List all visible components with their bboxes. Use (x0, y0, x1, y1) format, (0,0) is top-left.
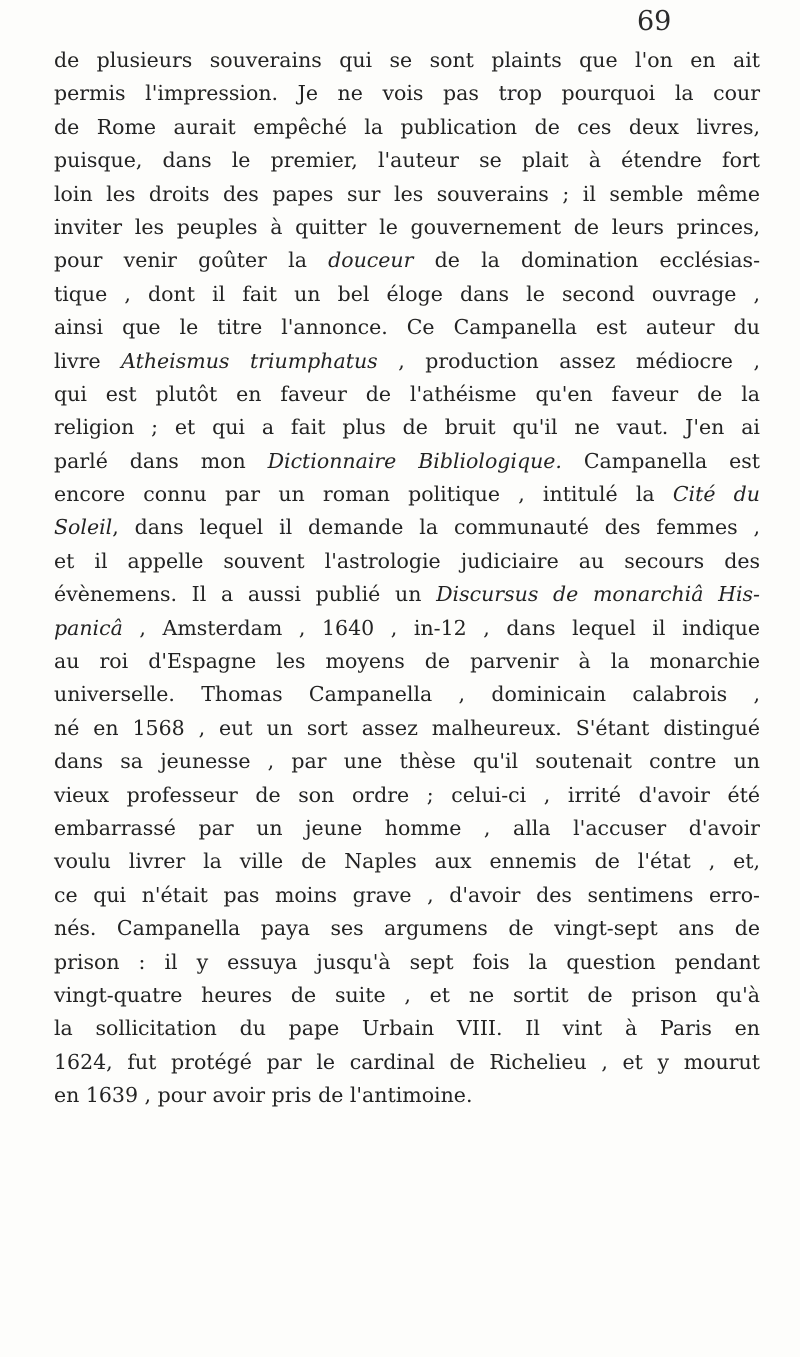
text-line (54, 745, 760, 778)
text-line (54, 44, 760, 77)
text-line (54, 979, 760, 1012)
text-segment: né en 1568 , eut un sort assez malheureux. S'étant distingué (54, 715, 760, 740)
text-segment: de la domination ecclésias- (413, 248, 760, 273)
text-line (54, 946, 760, 979)
italic-title: Soleil (54, 515, 113, 540)
text-line (54, 378, 760, 411)
text-line (54, 1046, 760, 1079)
text-segment: pour venir goûter la (54, 248, 329, 273)
text-line (54, 779, 760, 812)
text-segment: vingt-quatre heures de suite , et ne sortit de prison qu'à (54, 982, 760, 1007)
text-segment: religion ; et qui a fait plus de bruit qu'il ne vaut. J'en ai (54, 415, 760, 440)
text-segment: tique , dont il fait un bel éloge dans le second ouvrage , (54, 281, 760, 306)
text-segment: , Amsterdam , 1640 , in-12 , dans lequel il indique (122, 615, 760, 640)
text-segment: évènemens. Il a aussi publié un (54, 582, 437, 607)
text-line (54, 578, 760, 611)
text-segment: de plusieurs souverains qui se sont plaints que l'on en ait (54, 48, 760, 72)
text-segment: en 1639 , pour avoir pris de l'antimoine. (54, 1083, 473, 1108)
text-line (54, 1012, 760, 1045)
text-segment: et il appelle souvent l'astrologie judiciaire au secours des (54, 548, 760, 573)
text-segment: loin les droits des papes sur les souverains ; il semble même (54, 181, 760, 206)
italic-title: douceur (328, 248, 414, 273)
italic-title: panicâ (54, 615, 123, 640)
text-line (54, 845, 760, 878)
text-line (54, 178, 760, 211)
text-segment: universelle. Thomas Campanella , dominicain calabrois , (54, 682, 760, 707)
text-line (54, 812, 760, 845)
text-segment: ce qui n'était pas moins grave , d'avoir des sentimens erro- (54, 882, 760, 907)
text-line (54, 712, 760, 745)
text-line (54, 645, 760, 678)
text-line (54, 144, 760, 177)
text-line (54, 612, 760, 645)
text-segment: embarrassé par un jeune homme , alla l'accuser d'avoir (54, 815, 760, 840)
text-line (54, 77, 760, 110)
text-segment: la sollicitation du pape Urbain VIII. Il vint à Paris en (54, 1016, 760, 1041)
text-line (54, 511, 760, 544)
text-line (54, 678, 760, 711)
text-line (54, 879, 760, 912)
text-segment: prison : il y essuya jusqu'à sept fois la question pendant (54, 949, 760, 974)
text-segment: vieux professeur de son ordre ; celui-ci , irrité d'avoir été (54, 782, 760, 807)
italic-title: Discursus de monarchiâ His- (436, 582, 760, 607)
text-segment: qui est plutôt en faveur de l'athéisme qu'en faveur de la (54, 381, 760, 406)
text-segment: parlé dans mon (54, 448, 268, 473)
text-segment: de Rome aurait empêché la publication de ces deux livres, (54, 114, 760, 139)
text-line (54, 1079, 760, 1112)
text-line (54, 411, 760, 444)
italic-title: Atheismus triumphatus (121, 348, 378, 373)
text-line (54, 545, 760, 578)
italic-title: Cité du (672, 482, 760, 507)
text-line (54, 211, 760, 244)
text-line (54, 311, 760, 344)
text-segment: puisque, dans le premier, l'auteur se plait à étendre fort (54, 148, 760, 173)
text-segment: Campanella est (561, 448, 760, 473)
text-line (54, 445, 760, 478)
text-line (54, 244, 760, 277)
italic-title: Dictionnaire Bibliologique. (267, 448, 562, 473)
text-segment: , production assez médiocre , (377, 348, 760, 373)
text-line (54, 345, 760, 378)
body-text (54, 44, 760, 1113)
text-segment: encore connu par un roman politique , intitulé la (54, 482, 673, 507)
text-segment: permis l'impression. Je ne vois pas trop pourquoi la cour (54, 81, 760, 106)
text-segment: voulu livrer la ville de Naples aux ennemis de l'état , et, (54, 849, 760, 874)
text-segment: au roi d'Espagne les moyens de parvenir à la monarchie (54, 649, 760, 674)
page-number: 69 (637, 6, 672, 37)
text-segment: inviter les peuples à quitter le gouvernement de leurs princes, (54, 214, 760, 239)
text-line (54, 111, 760, 144)
text-segment: dans sa jeunesse , par une thèse qu'il soutenait contre un (54, 749, 760, 774)
text-segment: livre (54, 348, 122, 373)
text-segment: ainsi que le titre l'annonce. Ce Campanella est auteur du (54, 315, 760, 340)
text-line (54, 478, 760, 511)
text-line (54, 912, 760, 945)
text-segment: 1624, fut protégé par le cardinal de Richelieu , et y mourut (54, 1049, 760, 1074)
text-segment: , dans lequel il demande la communauté des femmes , (112, 515, 760, 540)
text-segment: nés. Campanella paya ses argumens de vingt-sept ans de (54, 916, 760, 941)
text-line (54, 278, 760, 311)
